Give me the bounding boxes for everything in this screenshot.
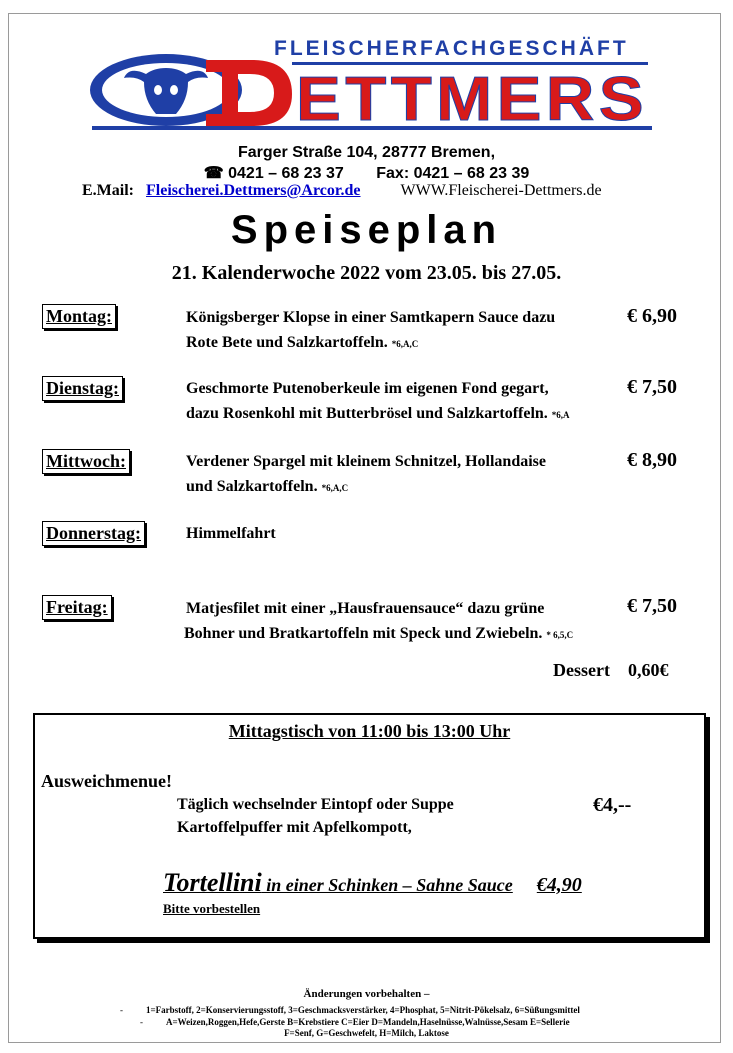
changes-note: Änderungen vorbehalten – (303, 988, 430, 1000)
dish-line: dazu Rosenkohl mit Butterbrösel und Salzkartoffeln. (186, 405, 548, 422)
page-title: Speiseplan (230, 208, 503, 252)
tortellini-line (163, 868, 582, 898)
allergens-legend-cont: F=Senf, G=Geschwefelt, H=Milch, Laktose (284, 1028, 449, 1038)
logo-brand-text: ETTMERS (296, 65, 648, 134)
day-label-thursday: Donnerstag: (42, 521, 145, 546)
alternative-item: Kartoffelpuffer mit Apfelkompott, (177, 819, 412, 836)
tortellini-sauce: in einer Schinken – Sahne Sauce (261, 875, 513, 895)
dish-line: Bohner und Bratkartoffeln mit Speck und Zwiebeln. (184, 625, 543, 642)
price-friday: € 7,50 (627, 595, 677, 617)
tortellini-price: €4,90 (536, 874, 582, 896)
price-tuesday: € 7,50 (627, 376, 677, 398)
dessert-line (553, 660, 668, 681)
allergen-codes: * 6,5,C (546, 630, 574, 640)
dish-line: Matjesfilet mit einer „Hausfrauensauce“ dazu grüne (186, 600, 545, 617)
day-label-friday: Freitag: (42, 595, 112, 620)
dish-line: Rote Bete und Salzkartoffeln. (186, 334, 388, 351)
alternative-price: €4,-- (593, 794, 632, 816)
list-dash: - (120, 1005, 123, 1015)
allergen-codes: *6,A,C (321, 483, 349, 493)
dish-line: Verdener Spargel mit kleinem Schnitzel, Hollandaise (186, 453, 546, 470)
dish-line: Geschmorte Putenoberkeule im eigenen Fond gegart, (186, 380, 549, 397)
dish-friday (186, 596, 573, 648)
day-label-wednesday: Mittwoch: (42, 449, 130, 474)
dish-wednesday (186, 449, 546, 501)
price-wednesday: € 8,90 (627, 449, 677, 471)
address: Farger Straße 104, 28777 Bremen, (237, 144, 496, 161)
phone-line (0, 163, 733, 183)
fax-number: Fax: 0421 – 68 23 39 (376, 165, 530, 182)
lunch-title: Mittagstisch von 11:00 bis 13:00 Uhr (228, 721, 511, 741)
dish-line: Königsberger Klopse in einer Samtkapern Sauce dazu (186, 309, 556, 326)
alternative-item: Täglich wechselnder Eintopf oder Suppe (177, 796, 454, 813)
day-label-tuesday: Dienstag: (42, 376, 123, 401)
website: WWW.Fleischerei-Dettmers.de (400, 182, 602, 199)
lunch-box (33, 713, 706, 939)
tortellini-name: Tortellini (163, 868, 262, 897)
additives-legend: 1=Farbstoff, 2=Konservierungsstoff, 3=Geschmacksverstärker, 4=Phosphat, 5=Nitrit-Pökelsalz, 6=Süßungsmittel (146, 1005, 580, 1015)
day-label-monday: Montag: (42, 304, 116, 329)
list-dash: - (140, 1017, 143, 1027)
dish-monday (186, 305, 555, 357)
dish-line: Himmelfahrt (186, 525, 276, 542)
dettmers-logo (84, 28, 654, 134)
allergen-codes: *6,A (551, 410, 570, 420)
logo-subtitle: FLEISCHERFACHGESCHÄFT (274, 37, 629, 60)
dessert-price: 0,60€ (627, 660, 669, 680)
allergens-legend: A=Weizen,Roggen,Hefe,Gerste B=Krebstiere C=Eier D=Mandeln,Haselnüsse,Walnüsse,Sesam E=Sellerie (166, 1017, 570, 1027)
dish-line: und Salzkartoffeln. (186, 478, 318, 495)
dish-thursday (186, 521, 276, 546)
week-subtitle: 21. Kalenderwoche 2022 vom 23.05. bis 27.05. (171, 262, 562, 284)
email-line (82, 182, 602, 200)
allergen-codes: *6,A,C (391, 339, 419, 349)
phone-icon: ☎ (203, 165, 224, 182)
email-label: E.Mail: (82, 182, 134, 199)
price-monday: € 6,90 (627, 305, 677, 327)
preorder-note: Bitte vorbestellen (163, 901, 261, 916)
phone-number: 0421 – 68 23 37 (228, 165, 344, 182)
email-link[interactable]: Fleischerei.Dettmers@Arcor.de (146, 182, 361, 199)
alternative-menu-title: Ausweichmenue! (41, 771, 172, 791)
dish-tuesday (186, 376, 570, 428)
dessert-label: Dessert (553, 660, 610, 680)
